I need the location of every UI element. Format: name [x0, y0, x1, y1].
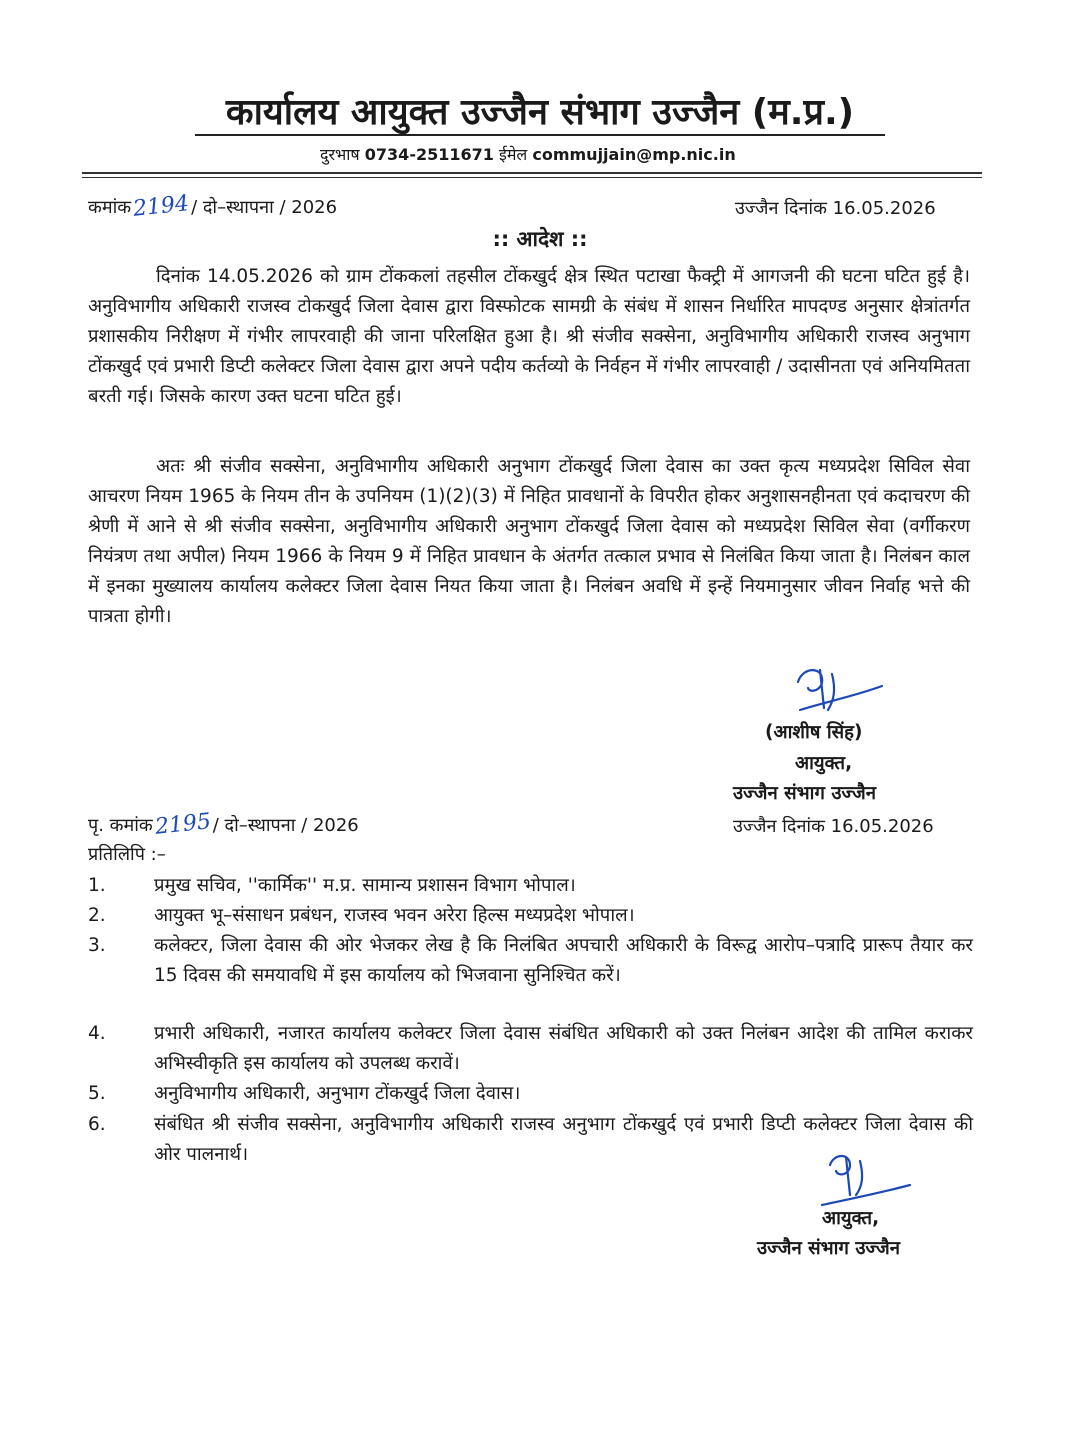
order-suffix: / दो–स्थापना / 2026 [191, 197, 338, 218]
office-title: कार्यालय आयुक्त उज्जैन संभाग उज्जैन (म.प्र.) [195, 92, 885, 136]
copy-list-item [88, 1079, 973, 1109]
email-address: commujjain@mp.nic.in [532, 145, 736, 164]
phone-number: 0734-2511671 [364, 145, 494, 164]
copy-item-text: प्रमुख सचिव, ''कार्मिक'' म.प्र. सामान्य प्रशासन विभाग भोपाल। [154, 875, 576, 896]
copy-item-number: 2. [88, 905, 106, 926]
copy-list-item [88, 931, 973, 991]
handwritten-copy-number: 2195 [153, 809, 212, 840]
order-paragraph-1: दिनांक 14.05.2026 को ग्राम टोंककलां तहसील टोंकखुर्द क्षेत्र स्थित पटाखा फैक्ट्री में आगजनी की घटना घटित हुई है। अनुविभागीय अधिकारी राजस्व टोकखुर्द जिला देवास द्वारा विस्फोटक सामग्री के संबंध में शासन निर्धारित मापदण्ड अनुसार क्षेत्रांतर्गत प्रशासकीय निरीक्षण में गंभीर लापरवाही की जाना परिलक्षित हुआ है। श्री संजीव सक्सेना, अनुविभागीय अधिकारी राजस्व अनुभाग टोंकखुर्द एवं प्रभारी डिप्टी कलेक्टर जिला देवास द्वारा अपने पदीय कर्तव्यो के निर्वहन में गंभीर लापरवाही / उदासीनता एवं अनियमितता बरती गई। जिसके कारण उक्त घटना घटित हुई। [88, 266, 970, 407]
copy-suffix: / दो–स्थापना / 2026 [212, 815, 359, 836]
signatory-name: (आशीष सिंह) [765, 722, 863, 743]
footer-office: उज्जैन संभाग उज्जैन [757, 1238, 901, 1259]
signature-icon [780, 660, 890, 720]
order-prefix: कमांक [88, 197, 132, 218]
copy-item-number: 5. [88, 1083, 106, 1104]
copy-place-date: उज्जैन दिनांक 16.05.2026 [733, 816, 934, 837]
header-divider-thin [82, 177, 982, 178]
copy-item-number: 4. [88, 1023, 106, 1044]
copy-prefix: पृ. कमांक [88, 815, 153, 836]
copy-heading: प्रतिलिपि :– [88, 844, 166, 865]
order-place-date: उज्जैन दिनांक 16.05.2026 [735, 198, 936, 219]
order-paragraph-2: अतः श्री संजीव सक्सेना, अनुविभागीय अधिकारी अनुभाग टोंकखुर्द जिला देवास का उक्त कृत्य मध्यप्रदेश सिविल सेवा आचरण नियम 1965 के नियम तीन के उपनियम (1)(2)(3) में निहित प्रावधानों के विपरीत होकर अनुशासनहीनता एवं कदाचरण की श्रेणी में आने से श्री संजीव सक्सेना, अनुविभागीय अधिकारी अनुभाग टोंकखुर्द जिला देवास को मध्यप्रदेश सिविल सेवा (वर्गीकरण नियंत्रण तथा अपील) नियम 1966 के नियम 9 में निहित प्रावधान के अंतर्गत तत्काल प्रभाव से निलंबित किया जाता है। निलंबन काल में इनका मुख्यालय कार्यालय कलेक्टर जिला देवास नियत किया जाता है। निलंबन अवधि में इन्हें नियमानुसार जीवन निर्वाह भत्ते की पात्रता होगी। [88, 456, 970, 627]
phone-label: दुरभाष [320, 145, 360, 164]
handwritten-order-number: 2194 [131, 191, 191, 222]
copy-number-line [88, 809, 359, 840]
copy-item-text: कलेक्टर, जिला देवास की ओर भेजकर लेख है कि निलंबित अपचारी अधिकारी के विरूद्व आरोप–पत्रादि प्रारूप तैयार कर 15 दिवस की समयावधि में इस कार्यालय को भिजवाना सुनिश्चित करें। [154, 935, 973, 986]
copy-list-item [88, 901, 973, 931]
order-number-line [88, 191, 338, 222]
copy-item-number: 6. [88, 1114, 106, 1135]
copy-item-number: 1. [88, 875, 106, 896]
header-divider [82, 172, 982, 174]
order-title: :: आदेश :: [492, 227, 588, 251]
copy-item-text: अनुविभागीय अधिकारी, अनुभाग टोंकखुर्द जिला देवास। [154, 1083, 521, 1104]
signatory-designation: आयुक्त, [795, 753, 853, 774]
contact-line [320, 143, 736, 165]
footer-designation: आयुक्त, [822, 1208, 880, 1229]
copy-list-item [88, 1019, 973, 1079]
copy-item-text: संबंधित श्री संजीव सक्सेना, अनुविभागीय अधिकारी राजस्व अनुभाग टोंकखुर्द एवं प्रभारी डिप्टी कलेक्टर जिला देवास की ओर पालनार्थ। [154, 1114, 973, 1165]
copy-list-item [88, 871, 973, 901]
copy-item-text: आयुक्त भू–संसाधन प्रबंधन, राजस्व भवन अरेरा हिल्स मध्यप्रदेश भोपाल। [154, 905, 635, 926]
copy-item-text: प्रभारी अधिकारी, नजारत कार्यालय कलेक्टर जिला देवास संबंधित अधिकारी को उक्त निलंबन आदेश की तामिल कराकर अभिस्वीकृति इस कार्यालय को उपलब्ध करावें। [154, 1023, 973, 1074]
signatory-office: उज्जैन संभाग उज्जैन [733, 783, 877, 804]
copy-item-number: 3. [88, 935, 106, 956]
email-label: ईमेल [498, 145, 528, 164]
